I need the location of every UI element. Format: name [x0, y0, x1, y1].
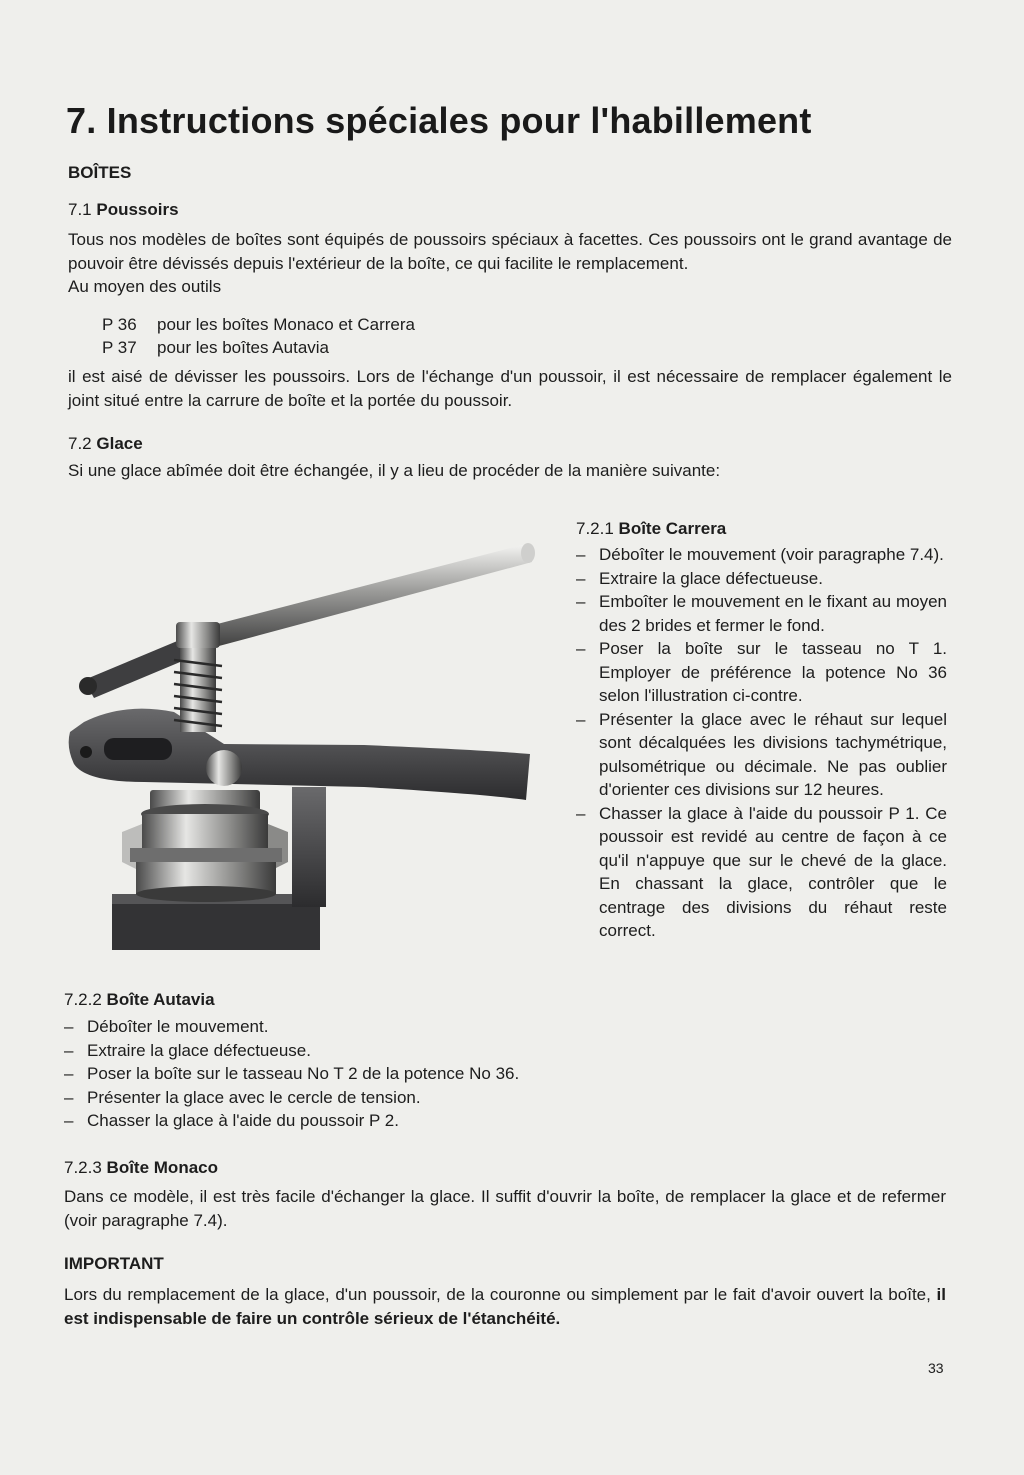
list-item: – Présenter la glace avec le réhaut sur lequel sont décalquées les divisions tachymétrique, pulsométrique ou décimale. Ne pas oublier d'orienter ces divisions sur 12 heures.	[576, 709, 947, 799]
list-item: – Poser la boîte sur le tasseau no T 1. Employer de préférence la potence No 36 selon l'illustration ci-contre.	[576, 639, 947, 705]
list-item: – Déboîter le mouvement (voir paragraphe 7.4).	[576, 545, 944, 564]
subsection-number: 7.2.1	[576, 519, 614, 538]
tool-description: pour les boîtes Autavia	[157, 338, 330, 357]
list-item: – Déboîter le mouvement.	[64, 1017, 269, 1036]
middle-die	[142, 814, 268, 848]
page-number: 33	[928, 1360, 944, 1376]
pivot-knob	[206, 750, 242, 786]
list-item: – Chasser la glace à l'aide du poussoir P 2.	[64, 1111, 399, 1130]
tool-row	[102, 336, 602, 359]
subsection-title: Boîte Carrera	[618, 519, 727, 538]
column	[292, 787, 326, 907]
subsection-number: 7.2.2	[64, 990, 102, 1009]
arm-slot	[104, 738, 172, 760]
page-title: 7. Instructions spéciales pour l'habillement	[66, 100, 812, 141]
subsection-7-2-2-heading	[64, 990, 215, 1010]
subsection-number: 7.2.3	[64, 1158, 102, 1177]
subsection-7-2-3-heading	[64, 1158, 218, 1178]
subsection-title: Boîte Autavia	[106, 990, 215, 1009]
lever-handle	[194, 544, 532, 650]
section-heading-boites: BOÎTES	[68, 163, 132, 182]
monaco-paragraph: Dans ce modèle, il est très facile d'échanger la glace. Il suffit d'ouvrir la boîte, de remplacer la glace et de refermer (voir paragraphe 7.4).	[64, 1187, 946, 1230]
tool-code: P 37	[102, 338, 137, 357]
subsection-title: Poussoirs	[96, 200, 179, 219]
poussoirs-paragraph-1b: Au moyen des outils	[68, 277, 222, 296]
poussoirs-paragraph-2: il est aisé de dévisser les poussoirs. Lors de l'échange d'un poussoir, il est nécessaire de remplacer également le joint situé entre la carrure de boîte et la portée du poussoir.	[68, 367, 952, 410]
tools-list	[102, 313, 602, 359]
subsection-number: 7.1	[68, 200, 92, 219]
list-item: – Chasser la glace à l'aide du poussoir P 1. Ce poussoir est revidé au centre de façon à ce qu'il n'appuye que sur le chevé de la glace. En chassant la glace, contrôler que le centrage des divisions du réhaut reste correct.	[576, 803, 947, 940]
potence-press-illustration	[64, 532, 540, 952]
subsection-title: Glace	[96, 434, 143, 453]
tool-code: P 36	[102, 315, 137, 334]
list-item: – Extraire la glace défectueuse.	[576, 568, 823, 588]
subsection-title: Boîte Monaco	[106, 1158, 218, 1177]
tool-description: pour les boîtes Monaco et Carrera	[157, 315, 415, 334]
important-text: Lors du remplacement de la glace, d'un poussoir, de la couronne ou simplement par le fait d'avoir ouvert la boîte,	[64, 1285, 931, 1304]
autavia-steps-list	[64, 1015, 624, 1133]
important-bold-text: il est indispensable de faire un contrôle sérieux de l'étanchéité.	[64, 1285, 946, 1328]
plunger-head	[176, 622, 220, 648]
glace-intro: Si une glace abîmée doit être échangée, il y a lieu de procéder de la manière suivante:	[68, 461, 721, 480]
important-paragraph	[64, 1283, 946, 1330]
subsection-7-1-heading	[68, 200, 179, 220]
list-item: – Présenter la glace avec le cercle de tension.	[64, 1087, 421, 1107]
list-item: – Extraire la glace défectueuse.	[64, 1040, 311, 1060]
carrera-steps-list	[576, 543, 947, 943]
subsection-7-2-heading	[68, 434, 143, 454]
subsection-7-2-1-heading	[576, 519, 726, 539]
subsection-number: 7.2	[68, 434, 92, 453]
tool-row	[102, 313, 602, 336]
poussoirs-paragraph-1: Tous nos modèles de boîtes sont équipés de poussoirs spéciaux à facettes. Ces poussoirs ont le grand avantage de pouvoir être dévissés depuis l'extérieur de la boîte, ce qui facilite le remplacement.	[68, 230, 952, 273]
list-item: – Emboîter le mouvement en le fixant au moyen des 2 brides et fermer le fond.	[576, 592, 947, 635]
list-item: – Poser la boîte sur le tasseau No T 2 de la potence No 36.	[64, 1064, 520, 1083]
important-heading: IMPORTANT	[64, 1254, 164, 1273]
